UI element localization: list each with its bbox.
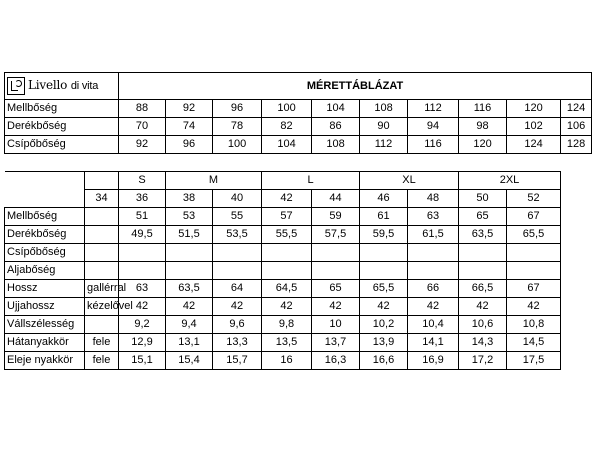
value-cell: 64,5 <box>262 280 312 298</box>
row-label: Hossz <box>5 280 85 298</box>
value-cell: 42 <box>166 298 213 316</box>
value-cell: 59,5 <box>360 226 408 244</box>
value-cell: 42 <box>507 298 561 316</box>
value-cell: 14,5 <box>507 334 561 352</box>
value-cell: 124 <box>507 136 561 154</box>
value-cell: 65,5 <box>507 226 561 244</box>
value-cell: 51,5 <box>166 226 213 244</box>
value-cell: 74 <box>166 118 213 136</box>
size-number: 46 <box>360 190 408 208</box>
table1-row <box>5 118 592 136</box>
value-cell: 10,2 <box>360 316 408 334</box>
value-cell: 124 <box>561 100 592 118</box>
value-cell: 82 <box>262 118 312 136</box>
table2-row <box>5 280 592 298</box>
value-cell: 96 <box>213 100 262 118</box>
row-note <box>85 244 119 262</box>
brand-logo <box>7 73 116 99</box>
value-cell: 17,2 <box>459 352 507 370</box>
value-cell: 13,7 <box>312 334 360 352</box>
value-cell: 104 <box>262 136 312 154</box>
value-cell: 55 <box>213 208 262 226</box>
value-cell: 70 <box>119 118 166 136</box>
value-cell: 9,2 <box>119 316 166 334</box>
spacer-row <box>5 154 592 172</box>
value-cell <box>262 262 312 280</box>
table2-row <box>5 316 592 334</box>
value-cell: 92 <box>166 100 213 118</box>
value-cell: 9,8 <box>262 316 312 334</box>
value-cell: 9,4 <box>166 316 213 334</box>
value-cell: 65 <box>459 208 507 226</box>
size-number: 38 <box>166 190 213 208</box>
value-cell: 53,5 <box>213 226 262 244</box>
row-label: Csípőbőség <box>5 244 85 262</box>
value-cell: 66 <box>408 280 459 298</box>
value-cell: 67 <box>507 208 561 226</box>
size-number: 42 <box>262 190 312 208</box>
blank-cell <box>5 172 85 190</box>
value-cell: 42 <box>408 298 459 316</box>
value-cell <box>507 244 561 262</box>
value-cell: 128 <box>561 136 592 154</box>
value-cell: 10 <box>312 316 360 334</box>
row-label: Mellbőség <box>5 100 119 118</box>
value-cell <box>166 262 213 280</box>
value-cell <box>262 244 312 262</box>
value-cell: 94 <box>408 118 459 136</box>
brand-name <box>28 77 98 95</box>
value-cell: 16,6 <box>360 352 408 370</box>
value-cell <box>312 244 360 262</box>
value-cell: 14,1 <box>408 334 459 352</box>
table1-row <box>5 100 592 118</box>
value-cell: 61,5 <box>408 226 459 244</box>
value-cell <box>119 244 166 262</box>
row-note: fele <box>85 334 119 352</box>
value-cell: 98 <box>459 118 507 136</box>
value-cell: 15,4 <box>166 352 213 370</box>
size-group-xl: XL <box>360 172 459 190</box>
row-label: Eleje nyakkör <box>5 352 85 370</box>
value-cell: 120 <box>507 100 561 118</box>
value-cell <box>507 262 561 280</box>
value-cell: 63 <box>119 280 166 298</box>
value-cell: 64 <box>213 280 262 298</box>
row-note: kézelővel <box>85 298 119 316</box>
value-cell <box>360 244 408 262</box>
page-title: MÉRETTÁBLÁZAT <box>119 73 592 100</box>
row-label: Csípőbőség <box>5 136 119 154</box>
value-cell: 112 <box>408 100 459 118</box>
value-cell: 42 <box>119 298 166 316</box>
value-cell: 13,1 <box>166 334 213 352</box>
blank-cell <box>85 172 119 190</box>
value-cell: 13,5 <box>262 334 312 352</box>
value-cell: 10,6 <box>459 316 507 334</box>
value-cell: 10,4 <box>408 316 459 334</box>
size-number: 50 <box>459 190 507 208</box>
value-cell <box>213 244 262 262</box>
table2-row <box>5 208 592 226</box>
value-cell: 100 <box>262 100 312 118</box>
row-note <box>85 208 119 226</box>
size-number: 52 <box>507 190 561 208</box>
value-cell: 90 <box>360 118 408 136</box>
row-note <box>85 226 119 244</box>
value-cell: 13,9 <box>360 334 408 352</box>
table2-row <box>5 262 592 280</box>
value-cell: 12,9 <box>119 334 166 352</box>
value-cell: 49,5 <box>119 226 166 244</box>
value-cell: 88 <box>119 100 166 118</box>
table2-row <box>5 226 592 244</box>
header-row <box>5 73 592 100</box>
value-cell <box>459 262 507 280</box>
value-cell: 14,3 <box>459 334 507 352</box>
table2-row <box>5 244 592 262</box>
table2-row <box>5 352 592 370</box>
row-note: gallérral <box>85 280 119 298</box>
value-cell: 42 <box>312 298 360 316</box>
value-cell <box>408 262 459 280</box>
value-cell: 100 <box>213 136 262 154</box>
value-cell: 63,5 <box>459 226 507 244</box>
value-cell: 59 <box>312 208 360 226</box>
value-cell <box>408 244 459 262</box>
value-cell: 78 <box>213 118 262 136</box>
value-cell <box>459 244 507 262</box>
row-label: Aljabőség <box>5 262 85 280</box>
value-cell: 16,9 <box>408 352 459 370</box>
value-cell: 42 <box>360 298 408 316</box>
value-cell: 120 <box>459 136 507 154</box>
brand-suffix: di vita <box>70 80 99 92</box>
value-cell: 104 <box>312 100 360 118</box>
row-label: Mellbőség <box>5 208 85 226</box>
row-label: Vállszélesség <box>5 316 85 334</box>
value-cell <box>119 262 166 280</box>
value-cell: 63 <box>408 208 459 226</box>
brand-name-text: Livello <box>28 78 68 92</box>
size-group-s: S <box>119 172 166 190</box>
size-number: 48 <box>408 190 459 208</box>
size-number-row <box>5 190 592 208</box>
value-cell: 15,1 <box>119 352 166 370</box>
size-group-l: L <box>262 172 360 190</box>
size-number: 40 <box>213 190 262 208</box>
value-cell: 92 <box>119 136 166 154</box>
size-group-2xl: 2XL <box>459 172 561 190</box>
value-cell: 102 <box>507 118 561 136</box>
row-note <box>85 262 119 280</box>
row-label: Derékbőség <box>5 118 119 136</box>
value-cell: 42 <box>459 298 507 316</box>
value-cell: 51 <box>119 208 166 226</box>
value-cell: 57 <box>262 208 312 226</box>
value-cell: 66,5 <box>459 280 507 298</box>
size-group-row <box>5 172 592 190</box>
value-cell: 108 <box>312 136 360 154</box>
value-cell: 55,5 <box>262 226 312 244</box>
size-chart-table <box>4 72 592 370</box>
value-cell <box>166 244 213 262</box>
value-cell: 13,3 <box>213 334 262 352</box>
value-cell: 65 <box>312 280 360 298</box>
value-cell: 67 <box>507 280 561 298</box>
row-label: Ujjahossz <box>5 298 85 316</box>
value-cell <box>360 262 408 280</box>
row-label: Hátanyakkör <box>5 334 85 352</box>
value-cell: 53 <box>166 208 213 226</box>
value-cell: 9,6 <box>213 316 262 334</box>
size-number: 44 <box>312 190 360 208</box>
value-cell: 96 <box>166 136 213 154</box>
value-cell: 108 <box>360 100 408 118</box>
value-cell: 17,5 <box>507 352 561 370</box>
value-cell: 116 <box>408 136 459 154</box>
row-note: fele <box>85 352 119 370</box>
value-cell: 63,5 <box>166 280 213 298</box>
value-cell: 86 <box>312 118 360 136</box>
value-cell: 16 <box>262 352 312 370</box>
value-cell: 15,7 <box>213 352 262 370</box>
value-cell: 57,5 <box>312 226 360 244</box>
value-cell: 42 <box>213 298 262 316</box>
value-cell: 16,3 <box>312 352 360 370</box>
size-group-m: M <box>166 172 262 190</box>
table2-row <box>5 334 592 352</box>
value-cell: 106 <box>561 118 592 136</box>
size-number: 34 <box>85 190 119 208</box>
brand-logo-icon <box>7 77 25 95</box>
value-cell: 116 <box>459 100 507 118</box>
value-cell: 65,5 <box>360 280 408 298</box>
size-number: 36 <box>119 190 166 208</box>
value-cell: 112 <box>360 136 408 154</box>
row-note <box>85 316 119 334</box>
value-cell <box>312 262 360 280</box>
value-cell: 42 <box>262 298 312 316</box>
value-cell <box>213 262 262 280</box>
blank-cell <box>5 190 85 208</box>
spacer-cell <box>5 154 592 172</box>
table2-row <box>5 298 592 316</box>
value-cell: 10,8 <box>507 316 561 334</box>
brand-logo-cell <box>5 73 119 100</box>
row-label: Derékbőség <box>5 226 85 244</box>
value-cell: 61 <box>360 208 408 226</box>
table1-row <box>5 136 592 154</box>
